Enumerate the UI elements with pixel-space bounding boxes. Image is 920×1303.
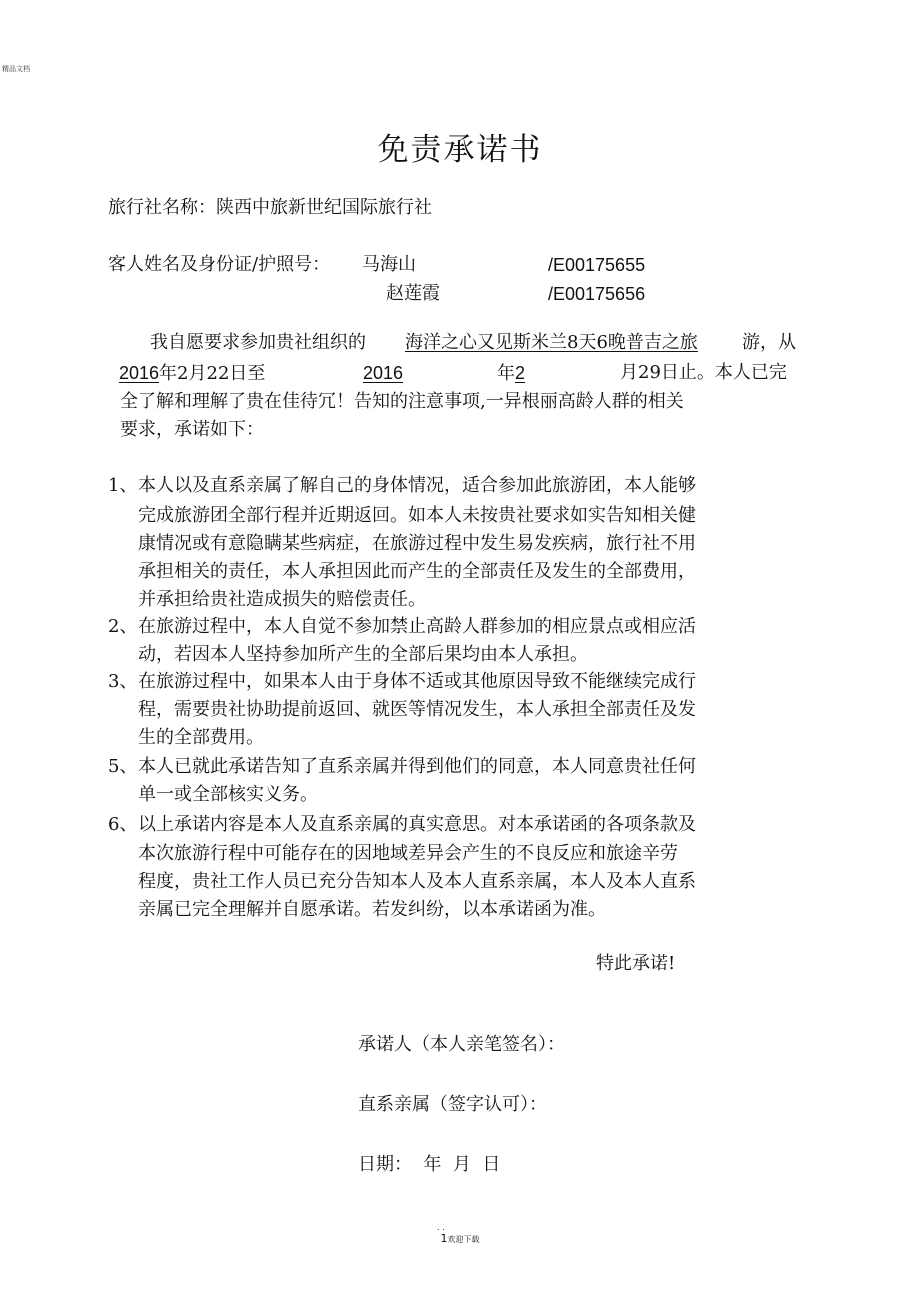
item-line: 本人以及直系亲属了解自己的身体情况，适合参加此旅游团，本人能够 — [138, 475, 696, 496]
footer-text: 欢迎下载 — [447, 1235, 480, 1244]
intro-text: 游，从 — [742, 332, 796, 353]
page-number: 1 — [440, 1232, 448, 1245]
header-watermark-text: 精品文档 — [2, 65, 30, 73]
item-line: 完成旅游团全部行程并近期返回。如本人未按贵社要求如实告知相关健 — [138, 505, 696, 526]
item-line: 本次旅游行程中可能存在的因地域差异会产生的不良反应和旅途辛劳 — [138, 843, 678, 864]
item-line: 程，需要贵社协助提前返回、就医等情况发生，本人承担全部责任及发 — [138, 699, 696, 720]
item-line: 在旅游过程中，本人自觉不参加禁止高龄人群参加的相应景点或相应活 — [138, 616, 696, 637]
year-char: 年 — [497, 363, 515, 384]
item-number: 5、 — [108, 756, 138, 777]
start-date-text: 年2月22日至 — [159, 363, 266, 384]
item-line: 本人已就此承诺告知了直系亲属并得到他们的同意，本人同意贵社任何 — [138, 756, 696, 777]
item-line: 动，若因本人坚持参加所产生的全部后果均由本人承担。 — [138, 644, 588, 665]
item-line: 在旅游过程中，如果本人由于身体不适或其他原因导致不能继续完成行 — [138, 671, 696, 692]
promisor-signature-label: 承诺人（本人亲笔签名）： — [358, 1034, 565, 1055]
item-line: 程度，贵社工作人员已充分告知本人及本人直系亲属，本人及本人直系 — [138, 871, 696, 892]
end-date-line — [497, 362, 525, 385]
item-line: 单一或全部核实义务。 — [138, 784, 318, 805]
item-number: 3、 — [108, 671, 138, 692]
item-number: 1、 — [108, 475, 138, 496]
item-number: 6、 — [108, 814, 138, 835]
item-number: 2、 — [108, 616, 138, 637]
date-label: 日期： 年 月 日 — [358, 1154, 501, 1175]
footer-dots: . . — [437, 1223, 445, 1232]
end-month: 2 — [515, 363, 526, 383]
closing-statement: 特此承诺! — [596, 953, 676, 974]
relative-signature-label: 直系亲属（签字认可）： — [358, 1094, 547, 1115]
agency-line — [108, 197, 432, 219]
intro-line-1 — [150, 332, 366, 354]
end-year: 2016 — [363, 363, 404, 383]
intro-line-4: 要求，承诺如下： — [120, 419, 264, 440]
guest-name: 马海山 — [362, 254, 416, 275]
item-line: 康情况或有意隐瞒某些病症，在旅游过程中发生易发疾病，旅行社不用 — [138, 533, 696, 554]
guests-label: 客人姓名及身份证/护照号： — [108, 254, 331, 275]
agency-label: 旅行社名称： — [108, 197, 216, 218]
item-line: 并承担给贵社造成损失的赔偿责任。 — [138, 589, 426, 610]
agency-name: 陕西中旅新世纪国际旅行社 — [216, 197, 432, 218]
item-line: 亲属已完全理解并自愿承诺。若发纠纷，以本承诺函为准。 — [138, 899, 606, 920]
item-line: 以上承诺内容是本人及直系亲属的真实意思。对本承诺函的各项条款及 — [138, 814, 696, 835]
start-year: 2016 — [119, 363, 160, 383]
guest-id: /E00175655 — [548, 255, 646, 275]
end-date-text: 月29日止。本人已完 — [620, 362, 787, 383]
guest-name: 赵莲霞 — [386, 283, 440, 304]
item-line: 承担相关的责任，本人承担因此而产生的全部责任及发生的全部费用， — [138, 561, 696, 582]
intro-text: 我自愿要求参加贵社组织的 — [150, 332, 366, 353]
intro-line-2 — [119, 362, 265, 385]
intro-line-3: 全了解和理解了贵在佳待冗！告知的注意事项,一异根丽高龄人群的相关 — [120, 391, 684, 412]
guest-id: /E00175656 — [548, 284, 646, 304]
document-title: 免责承诺书 — [377, 132, 543, 168]
item-line: 生的全部费用。 — [138, 727, 264, 748]
page-footer — [0, 1223, 920, 1245]
tour-name: 海洋之心又见斯米兰8天6晚普吉之旅 — [405, 332, 698, 353]
